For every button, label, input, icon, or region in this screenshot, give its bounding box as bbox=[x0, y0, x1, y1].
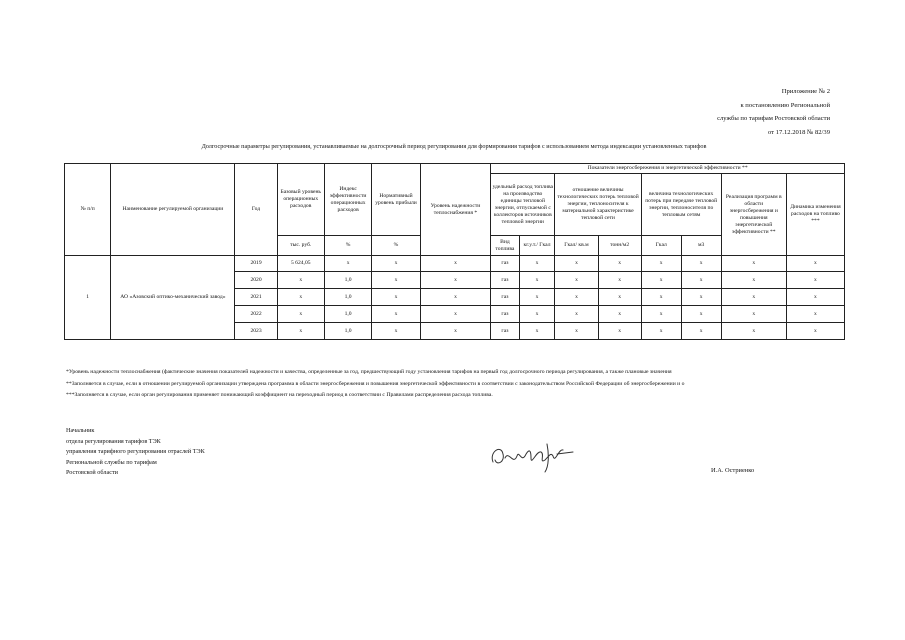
header-fuel-rate: удельный расход топлива на производство единицы тепловой энергии, отпускаемой с коллекторов источников тепловой энергии bbox=[491, 174, 555, 236]
cell-c4: х bbox=[641, 272, 681, 289]
signatory-line: управления тарифного регулирования отраслей ТЭК bbox=[66, 448, 205, 455]
cell-c2: х bbox=[555, 256, 598, 272]
signatory-line: Начальник bbox=[66, 427, 95, 434]
cell-c1: х bbox=[519, 323, 555, 340]
cell-c5: х bbox=[681, 256, 721, 272]
cell-c5: х bbox=[681, 289, 721, 306]
cell-dynamics: х bbox=[786, 306, 844, 323]
cell-reliability: х bbox=[420, 272, 491, 289]
unit-base-level: тыс. руб. bbox=[277, 236, 324, 256]
cell-fuel: газ bbox=[491, 289, 519, 306]
header-loss-value: величина технологических потерь при передаче тепловой энергии, теплоносителя по тепловым сетям bbox=[641, 174, 721, 236]
cell-fuel: газ bbox=[491, 272, 519, 289]
cell-c2: х bbox=[555, 323, 598, 340]
cell-base: х bbox=[277, 272, 324, 289]
cell-reliability: х bbox=[420, 256, 491, 272]
appendix-header bbox=[717, 85, 830, 139]
header-org: Наименование регулируемой организации bbox=[111, 164, 235, 256]
unit-profit: % bbox=[372, 236, 420, 256]
header-year: Год bbox=[235, 164, 277, 256]
cell-base: х bbox=[277, 323, 324, 340]
unit-loss-value-a: Гкал bbox=[641, 236, 681, 256]
cell-c4: х bbox=[641, 306, 681, 323]
cell-program: х bbox=[721, 256, 786, 272]
cell-c3: х bbox=[598, 272, 641, 289]
header-reliability: Уровень надежности теплоснабжения * bbox=[420, 164, 491, 256]
cell-year: 2019 bbox=[235, 256, 277, 272]
cell-profit: х bbox=[372, 323, 420, 340]
cell-c4: х bbox=[641, 256, 681, 272]
appendix-line: от 17.12.2018 № 82/39 bbox=[767, 128, 830, 136]
cell-c5: х bbox=[681, 323, 721, 340]
header-loss-ratio: отношение величины технологических потерь тепловой энергии, теплоносителя к материальной характеристике тепловой сети bbox=[555, 174, 641, 236]
cell-c4: х bbox=[641, 289, 681, 306]
cell-c2: х bbox=[555, 272, 598, 289]
cell-c1: х bbox=[519, 272, 555, 289]
header-profit-level: Нормативный уровень прибыли bbox=[372, 164, 420, 236]
cell-base: х bbox=[277, 289, 324, 306]
cell-c3: х bbox=[598, 256, 641, 272]
signatory-position bbox=[66, 426, 205, 479]
cell-reliability: х bbox=[420, 289, 491, 306]
cell-program: х bbox=[721, 289, 786, 306]
cell-dynamics: х bbox=[786, 323, 844, 340]
cell-profit: х bbox=[372, 306, 420, 323]
cell-c2: х bbox=[555, 306, 598, 323]
document-title: Долгосрочные параметры регулирования, устанавливаемые на долгосрочный период регулирования для формирования тарифов с использованием метода индексации установленных тарифов bbox=[201, 143, 707, 150]
cell-base: х bbox=[277, 306, 324, 323]
unit-loss-value-b: м3 bbox=[681, 236, 721, 256]
appendix-line: службы по тарифам Ростовской области bbox=[717, 115, 830, 122]
cell-reliability: х bbox=[420, 323, 491, 340]
cell-year: 2020 bbox=[235, 272, 277, 289]
header-base-level: Базовый уровень операционных расходов bbox=[277, 164, 324, 236]
signatory-line: отдела регулирования тарифов ТЭК bbox=[66, 437, 161, 445]
cell-c1: х bbox=[519, 256, 555, 272]
unit-efficiency: % bbox=[324, 236, 371, 256]
table-row bbox=[65, 256, 845, 272]
footnote-reliability: *Уровень надежности теплоснабжения (фактические значения показателей надежности и качества, определенные за год, предшествующий году установления тарифов на первый год долгосрочного периода регулирования, а также плановые значения bbox=[66, 369, 672, 375]
cell-c3: х bbox=[598, 306, 641, 323]
cell-year: 2021 bbox=[235, 289, 277, 306]
header-num: № п/п bbox=[65, 164, 111, 256]
cell-year: 2023 bbox=[235, 323, 277, 340]
signatory-name: И.А. Остриенко bbox=[711, 467, 755, 474]
cell-eff: 1,0 bbox=[324, 306, 371, 323]
cell-dynamics: х bbox=[786, 272, 844, 289]
cell-c3: х bbox=[598, 323, 641, 340]
unit-loss-ratio-b: тонн/м2 bbox=[598, 236, 641, 256]
cell-eff: х bbox=[324, 256, 371, 272]
cell-c5: х bbox=[681, 306, 721, 323]
cell-c1: х bbox=[519, 306, 555, 323]
cell-c5: х bbox=[681, 272, 721, 289]
header-fuel-dynamics: Динамика изменения расходов на топливо *** bbox=[786, 174, 844, 256]
footnotes bbox=[66, 367, 685, 402]
unit-loss-ratio-a: Гкал/ кв.м bbox=[555, 236, 598, 256]
cell-year: 2022 bbox=[235, 306, 277, 323]
cell-profit: х bbox=[372, 289, 420, 306]
row-num: 1 bbox=[65, 256, 111, 340]
cell-c1: х bbox=[519, 289, 555, 306]
cell-program: х bbox=[721, 323, 786, 340]
cell-c4: х bbox=[641, 323, 681, 340]
cell-c2: х bbox=[555, 289, 598, 306]
header-energy-group: Показатели энергосбережения и энергетической эффективности ** bbox=[491, 164, 845, 174]
cell-profit: х bbox=[372, 256, 420, 272]
appendix-line: Приложение № 2 bbox=[781, 88, 830, 95]
unit-fuel-type: Вид топлива bbox=[491, 236, 519, 256]
parameters-table bbox=[64, 163, 845, 340]
header-efficiency-index: Индекс эффективности операционных расходов bbox=[324, 164, 371, 236]
cell-program: х bbox=[721, 306, 786, 323]
cell-fuel: газ bbox=[491, 306, 519, 323]
cell-dynamics: х bbox=[786, 289, 844, 306]
cell-eff: 1,0 bbox=[324, 272, 371, 289]
unit-fuel-rate: кг.у.т./ Гкал bbox=[519, 236, 555, 256]
header-program: Реализация программ в области энергосбережения и повышения энергетической эффективности ** bbox=[721, 174, 786, 256]
cell-dynamics: х bbox=[786, 256, 844, 272]
cell-fuel: газ bbox=[491, 256, 519, 272]
cell-eff: 1,0 bbox=[324, 323, 371, 340]
handwritten-signature bbox=[487, 440, 577, 474]
footnote-energy: **Заполняется в случае, если в отношении регулируемой организации утверждена программа в области энергосбережения и повышения энергетической эффективности в соответствии с законодательством Российской Федерации об энергосбережении и о bbox=[66, 380, 685, 387]
cell-base: 5 624,05 bbox=[277, 256, 324, 272]
signatory-line: Региональной службы по тарифам bbox=[66, 458, 157, 466]
footnote-fuel: ***Заполняется в случае, если орган регулирования применяет понижающий коэффициент на переходный период в соответствии с Правилами распределения расхода топлива. bbox=[66, 392, 493, 398]
cell-eff: 1,0 bbox=[324, 289, 371, 306]
cell-program: х bbox=[721, 272, 786, 289]
cell-reliability: х bbox=[420, 306, 491, 323]
signatory-line: Ростовской области bbox=[66, 469, 118, 476]
row-org: АО «Азовский оптико-механический завод» bbox=[111, 256, 235, 340]
cell-c3: х bbox=[598, 289, 641, 306]
appendix-line: к постановлению Региональной bbox=[740, 101, 830, 109]
cell-profit: х bbox=[372, 272, 420, 289]
cell-fuel: газ bbox=[491, 323, 519, 340]
